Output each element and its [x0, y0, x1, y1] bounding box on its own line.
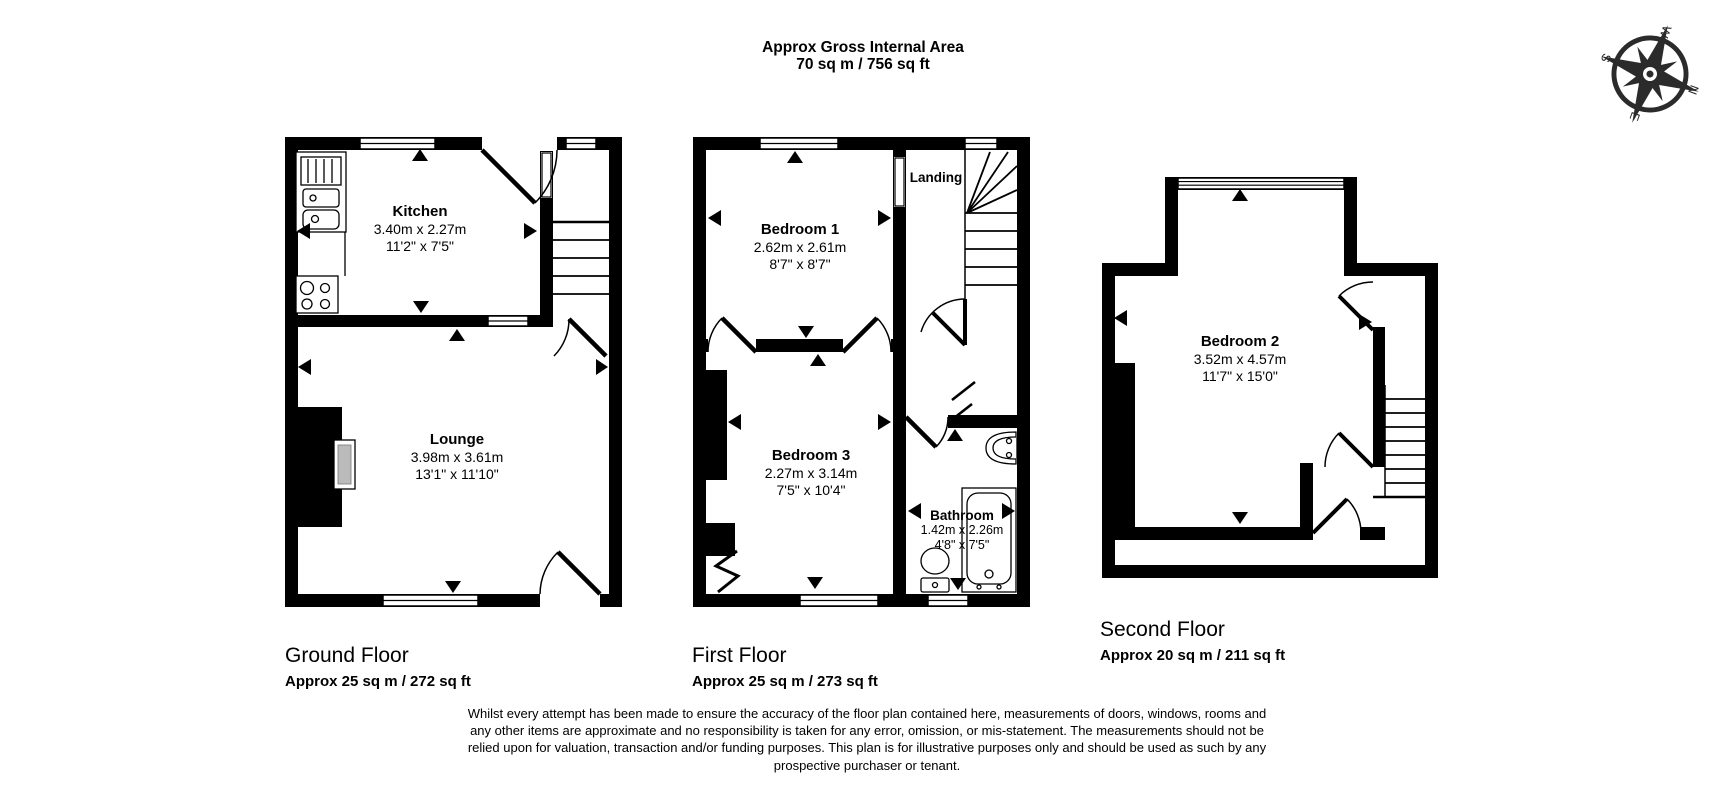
title-line-2: 70 sq m / 756 sq ft	[796, 56, 930, 73]
disclaimer-line-3: relied upon for valuation, transaction and/or funding purposes. This plan is for illustrative purposes only and should be used as such by any	[467, 740, 1267, 756]
chimney-breast-second	[1102, 363, 1135, 527]
kitchen-name: Kitchen	[392, 203, 448, 220]
disclaimer-line-4: prospective purchaser or tenant.	[773, 757, 961, 773]
lounge-metric: 3.98m x 3.61m	[410, 448, 504, 465]
second-floor-name: Second Floor	[1100, 618, 1225, 641]
page-title	[762, 39, 964, 73]
lounge-name: Lounge	[429, 431, 485, 448]
kitchen-hob	[296, 276, 338, 313]
room-label-kitchen	[374, 203, 467, 256]
bedroom1-imperial: 8'7" x 8'7"	[769, 256, 831, 272]
staircase-first	[949, 150, 1017, 422]
room-label-bathroom	[921, 508, 1004, 553]
landing-label: Landing	[909, 170, 963, 185]
room-label-bedroom1	[754, 221, 847, 274]
compass-south-label: S	[1597, 51, 1614, 65]
bedroom2-name: Bedroom 2	[1200, 333, 1280, 350]
room-label-bedroom3	[765, 447, 858, 500]
bathroom-toilet	[921, 548, 949, 592]
bedroom1-name: Bedroom 1	[760, 221, 840, 238]
fireplace	[334, 440, 355, 489]
compass-rose	[1581, 7, 1717, 141]
first-floor-name: First Floor	[692, 644, 787, 667]
disclaimer-line-2: any other items are approximate and no responsibility is taken for any error, omission, or mis-statement. The measurements should not be	[470, 723, 1264, 739]
second-floor-area: Approx 20 sq m / 211 sq ft	[1100, 647, 1286, 664]
bedroom2-metric: 3.52m x 4.57m	[1193, 350, 1287, 367]
bedroom3-metric: 2.27m x 3.14m	[764, 464, 858, 481]
kitchen-metric: 3.40m x 2.27m	[373, 220, 467, 237]
ground-floor-label	[285, 644, 471, 692]
compass-east-label: E	[1626, 109, 1643, 123]
bathroom-name: Bathroom	[930, 508, 994, 523]
bathroom-metric: 1.42m x 2.26m	[920, 523, 1004, 537]
window-symbols-second	[1178, 178, 1344, 189]
ground-floor-name: Ground Floor	[285, 644, 409, 667]
ground-floor-area: Approx 25 sq m / 272 sq ft	[285, 673, 471, 690]
bedroom3-imperial: 7'5" x 10'4"	[776, 482, 846, 498]
first-floor-label	[692, 644, 878, 692]
bathroom-imperial: 4'8" x 7'5"	[934, 538, 990, 552]
room-label-lounge	[411, 431, 504, 484]
compass-north-label: N	[1685, 83, 1702, 97]
disclaimer-line-1: Whilst every attempt has been made to ensure the accuracy of the floor plan contained here, measurements of doors, windows, rooms and	[467, 706, 1267, 721]
title-line-1: Approx Gross Internal Area	[762, 39, 964, 56]
compass-west-label: W	[1656, 23, 1674, 40]
second-floor-label	[1100, 618, 1285, 666]
kitchen-sink-unit	[296, 152, 346, 276]
kitchen-imperial: 11'2" x 7'5"	[386, 238, 454, 254]
bedroom3-name: Bedroom 3	[771, 447, 851, 464]
bathroom-basin	[986, 432, 1016, 464]
first-floor-area: Approx 25 sq m / 273 sq ft	[692, 673, 878, 690]
lounge-imperial: 13'1" x 11'10"	[415, 466, 499, 482]
disclaimer-text	[377, 705, 1357, 774]
chimney-breast-first	[706, 370, 727, 480]
room-label-bedroom2	[1194, 333, 1287, 386]
bedroom2-imperial: 11'7" x 15'0"	[1202, 368, 1278, 384]
bedroom1-metric: 2.62m x 2.61m	[753, 238, 847, 255]
